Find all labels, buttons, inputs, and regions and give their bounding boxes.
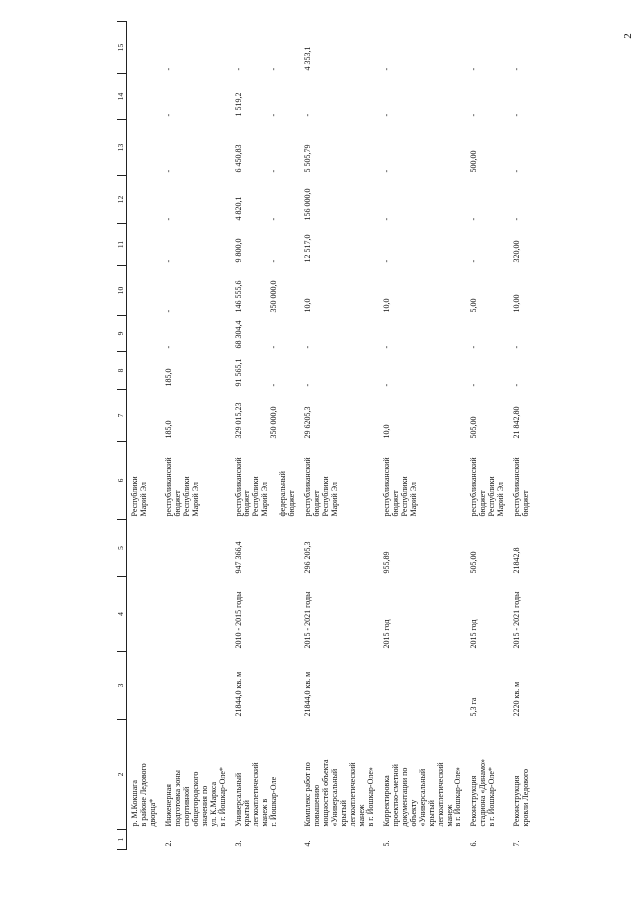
table-cell-c14: 1 519,2 - <box>233 92 279 117</box>
table-cell-c8: 185,0 <box>163 368 173 387</box>
column-header: 7 <box>117 390 127 442</box>
table-cell-years <box>127 577 161 652</box>
table-cell-c10 <box>127 266 161 316</box>
table-cell-c9 <box>127 316 161 352</box>
table-row <box>379 22 467 850</box>
table-cell-c10: 5,00 <box>469 298 479 313</box>
column-header: 9 <box>117 316 127 352</box>
table-cell-c11: 320,00 <box>512 240 522 263</box>
table-cell-no: 7. <box>512 840 522 847</box>
table-cell-c8: - <box>381 383 391 387</box>
table-cell-source: Республики Марий Эл <box>130 476 148 517</box>
table-cell-c11: 9 800,0 - <box>233 238 279 263</box>
table-cell-name: Инженерная подготовка зоны спортивной общегородского значения по ул. К.Маркса в г. Йошкар-Оле* <box>163 767 227 827</box>
table-cell-c7: 21 842,80 <box>512 406 522 439</box>
table-cell-c13: 5 505,79 <box>303 144 313 173</box>
table-cell-c15: - <box>469 67 479 71</box>
column-header: 11 <box>117 224 127 266</box>
table-cell-c12: - <box>163 217 173 221</box>
table-cell-c11: 12 517,0 <box>303 234 313 263</box>
table-cell-c14 <box>127 74 161 120</box>
header-row <box>117 22 127 850</box>
table-cell-no <box>127 830 161 850</box>
column-header: 10 <box>117 266 127 316</box>
table-cell-no: 4. <box>303 840 313 847</box>
table-cell-c13 <box>127 120 161 176</box>
table-cell-name: р. М.Кокшага в районе Ледового дворца* <box>130 763 157 827</box>
table-cell-area: 5,3 га <box>469 697 479 717</box>
table-cell-c15: - <box>163 67 173 71</box>
table-cell-name: Реконструкция стадиона «Динамо» в г. Йошкар-Оле* <box>469 758 497 827</box>
table-cell-c7: 505,00 <box>469 416 479 439</box>
table-row <box>231 22 301 850</box>
table-cell-c15: - <box>381 67 391 71</box>
table-cell-c14: - <box>163 113 173 117</box>
table-cell-no: 2. <box>163 840 173 847</box>
table-cell-c8: - <box>303 383 313 387</box>
table-cell-c8 <box>127 352 161 390</box>
column-header: 1 <box>117 830 127 850</box>
column-header: 4 <box>117 577 127 652</box>
table-cell-years: 2015 год <box>469 619 479 649</box>
table-cell-c7: 329 015,23 350 000,0 <box>233 402 279 439</box>
table-cell-years <box>161 577 231 652</box>
table-cell-c11: - <box>163 259 173 263</box>
table-cell-name: Корректировка проектно-сметной документации по объекту «Универсальный крытый легкоатлетический манеж в г. Йошкар-Оле» <box>381 762 463 827</box>
table-cell-c12: - <box>469 217 479 221</box>
table-cell-cost: 955,89 <box>381 551 391 574</box>
table-cell-c15: 4 353,1 <box>303 46 313 71</box>
column-header: 6 <box>117 442 127 520</box>
table-cell-c7 <box>127 390 161 442</box>
table-cell-c9: - <box>303 345 313 349</box>
column-header: 15 <box>117 22 127 74</box>
table-cell-area <box>161 652 231 720</box>
table-cell-c13: - <box>163 169 173 173</box>
table-cell-source: республиканский бюджет Республики Марий Эл <box>469 457 506 517</box>
table-cell-area <box>127 652 161 720</box>
table-row <box>466 22 509 850</box>
table-cell-c13: - <box>381 169 391 173</box>
table-cell-c15 <box>127 22 161 74</box>
table-cell-years: 2015 год <box>381 619 391 649</box>
table-cell-c8: - <box>469 383 479 387</box>
table-cell-area: 21844,0 кв. м <box>233 671 243 717</box>
rotated-page <box>117 22 617 850</box>
table-cell-cost: 947 366,4 <box>233 541 243 574</box>
table-row <box>161 22 231 850</box>
page-number: 2 <box>621 33 634 39</box>
table-cell-c12: - <box>381 217 391 221</box>
table-cell-c11: - <box>469 259 479 263</box>
table-cell-c13: 6 450,83 - <box>233 144 279 173</box>
table-cell-c13: - <box>512 169 522 173</box>
table-cell-c9: - <box>163 345 173 349</box>
table-cell-c10: - <box>163 309 173 313</box>
column-header: 13 <box>117 120 127 176</box>
table-cell-cost: 505,00 <box>469 551 479 574</box>
table-cell-source: республиканский бюджет <box>512 457 531 517</box>
table-cell-c8: - <box>512 383 522 387</box>
table-cell-cost: 296 205,3 <box>303 541 313 574</box>
column-header: 3 <box>117 652 127 720</box>
table-cell-c14: - <box>381 113 391 117</box>
table-cell-area: 21844,0 кв. м <box>303 671 313 717</box>
column-header: 5 <box>117 520 127 577</box>
table-cell-area <box>379 652 467 720</box>
table-cell-c9: - <box>512 345 522 349</box>
table-cell-name: Комплекс работ по повышению мощностей объекта «Универсальный крытый легкоатлетический манеж в г. Йошкар-Оле» <box>303 759 375 827</box>
table-cell-c11 <box>127 224 161 266</box>
table-cell-name: Универсальный крытый легкоатлетический манеж в г. Йошкар-Оле <box>233 762 279 827</box>
table-cell-cost <box>127 520 161 577</box>
table-cell-source: республиканский бюджет Республики Марий Эл федеральный бюджет <box>233 457 297 517</box>
table-cell-name: Реконструкция кровли Ледового <box>512 768 531 827</box>
table-cell-c10: 10,00 <box>512 294 522 313</box>
table-cell-source: республиканский бюджет Республики Марий Эл <box>303 457 340 517</box>
table-cell-cost: 21842,8 <box>512 547 522 574</box>
table-cell-c14: - <box>303 113 313 117</box>
table-cell-c15: - <box>512 67 522 71</box>
table-cell-source: республиканский бюджет Республики Марий Эл <box>381 457 418 517</box>
table-cell-c12: - <box>512 217 522 221</box>
table-cell-c10: 10,0 <box>303 298 313 313</box>
table-cell-area: 2220 кв. м <box>512 681 522 717</box>
table-cell-years: 2015 - 2021 годы <box>512 591 522 649</box>
table-cell-c14: - <box>512 113 522 117</box>
investment-table <box>117 21 534 850</box>
column-header: 12 <box>117 176 127 224</box>
table-row <box>127 22 161 850</box>
column-header: 2 <box>117 720 127 830</box>
column-header: 8 <box>117 352 127 390</box>
table-cell-c9: - <box>381 345 391 349</box>
table-cell-c12: 4 820,1 - <box>233 196 279 221</box>
table-cell-c7: 10,0 <box>381 424 391 439</box>
table-cell-c10: 10,0 <box>381 298 391 313</box>
table-cell-no: 6. <box>469 840 479 847</box>
table-cell-c9: - <box>469 345 479 349</box>
table-cell-years: 2010 - 2015 годы <box>233 591 243 649</box>
table-cell-c12: 156 000,0 <box>303 188 313 221</box>
table-cell-no: 5. <box>381 840 391 847</box>
table-cell-c14: - <box>469 113 479 117</box>
table-cell-c7: 185,0 <box>163 420 173 439</box>
table-cell-c10: 146 555,6 350 000,0 <box>233 280 279 313</box>
table-cell-c13: 500,00 <box>469 150 479 173</box>
column-header: 14 <box>117 74 127 120</box>
table-cell-source: республиканский бюджет Республики Марий Эл <box>163 457 200 517</box>
table-row <box>509 22 534 850</box>
table-cell-c15: - - <box>233 67 279 71</box>
table-cell-years: 2015 - 2021 годы <box>303 591 313 649</box>
table-body <box>127 22 535 850</box>
table-cell-c12 <box>127 176 161 224</box>
table-cell-c8: 91 565,1 - <box>233 358 279 387</box>
table-cell-c9: 68 304,4 - <box>233 320 279 349</box>
table-cell-no: 3. <box>233 840 243 847</box>
table-row <box>300 22 379 850</box>
table-cell-cost <box>161 520 231 577</box>
table-cell-c7: 29 6205,3 <box>303 406 313 439</box>
table-cell-c11: - <box>381 259 391 263</box>
